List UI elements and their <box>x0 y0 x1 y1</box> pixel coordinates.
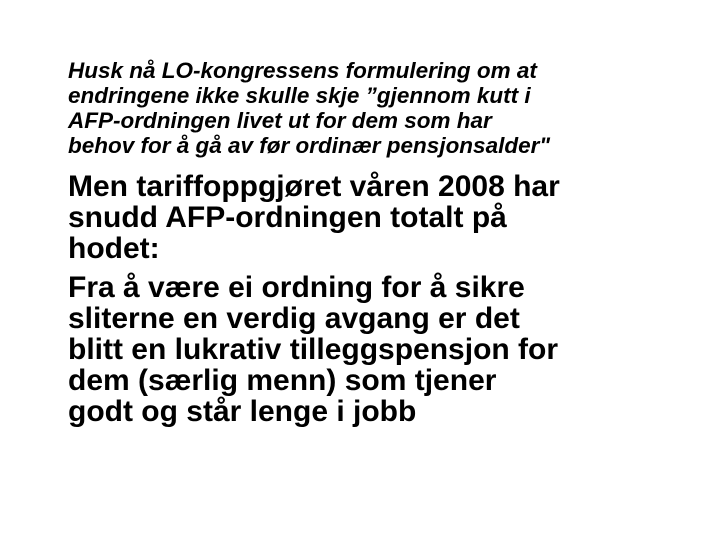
quote-line: endringene ikke skulle skje ”gjennom kutt i <box>68 83 531 108</box>
paragraph-line: blitt en lukrativ tilleggspensjon for <box>68 333 559 366</box>
paragraph-line: godt og står lenge i jobb <box>68 395 417 428</box>
quote-line: behov for å gå av før ordinær pensjonsalder" <box>68 133 551 158</box>
quote-line: Husk nå LO-kongressens formulering om at <box>68 58 537 83</box>
lo-congress-quote <box>68 58 698 158</box>
tariff-paragraph <box>68 171 698 264</box>
paragraph-line: hodet: <box>68 232 160 265</box>
paragraph-line: dem (særlig menn) som tjener <box>68 364 497 397</box>
paragraph-line: Fra å være ei ordning for å sikre <box>68 271 525 304</box>
paragraph-line: Men tariffoppgjøret våren 2008 har <box>68 170 560 203</box>
paragraph-line: sliterne en verdig avgang er det <box>68 302 520 335</box>
quote-line: AFP-ordningen livet ut for dem som har <box>68 108 492 133</box>
paragraph-line: snudd AFP-ordningen totalt på <box>68 201 507 234</box>
slide-content <box>68 58 698 427</box>
consequence-paragraph <box>68 272 698 427</box>
